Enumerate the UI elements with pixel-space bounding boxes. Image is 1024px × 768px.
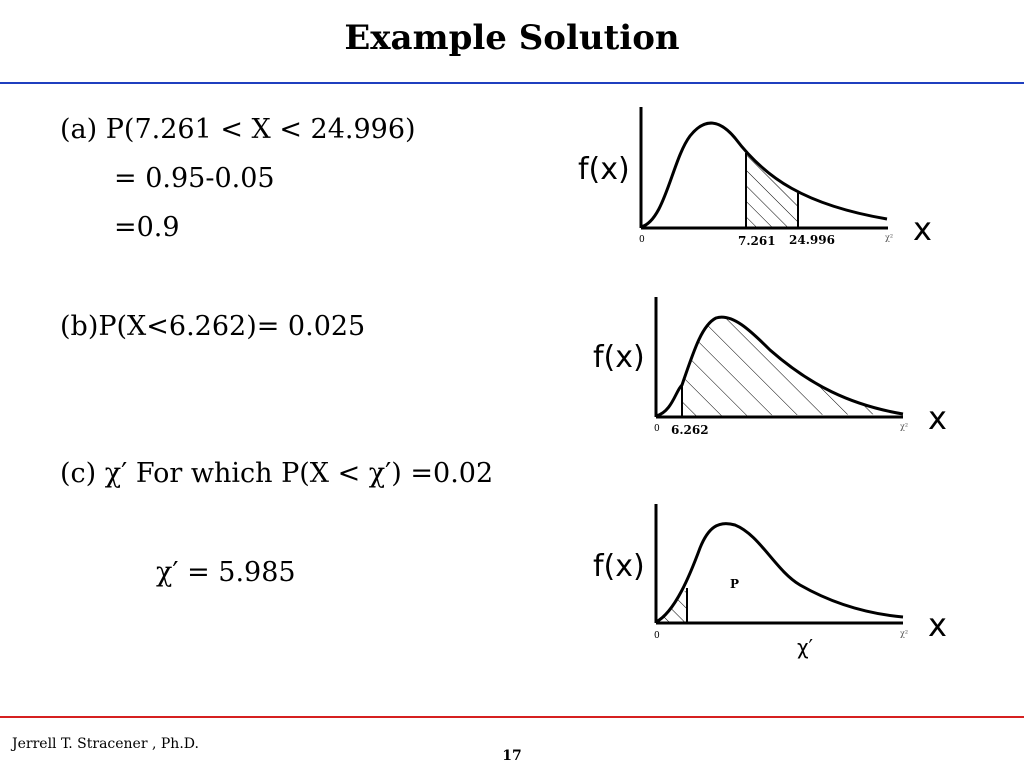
part-a-line-1: (a) P(7.261 < X < 24.996) [60, 114, 416, 145]
graph-c [593, 504, 947, 659]
graph-c-origin-label: 0 [654, 631, 660, 641]
graph-b-bound-label: 6.262 [671, 423, 709, 437]
graph-a-y-label: f(x) [578, 152, 630, 187]
graph-a-shaded-area [746, 153, 798, 227]
graph-a-axis-symbol: χ² [885, 233, 894, 242]
graph-a [578, 107, 932, 248]
graph-c-axis-symbol: χ² [900, 629, 909, 638]
part-a-line-3: =0.9 [114, 212, 180, 243]
graph-a-bound-label-upper: 24.996 [789, 233, 835, 247]
graph-a-origin-label: 0 [639, 235, 645, 245]
footer-divider [0, 716, 1024, 718]
part-c-line-1: (c) χ′ For which P(X < χ′) =0.02 [60, 458, 494, 489]
graph-b-origin-label: 0 [654, 424, 660, 434]
part-c-line-2: χ′ = 5.985 [156, 557, 296, 588]
graph-a-bound-label-lower: 7.261 [738, 234, 776, 248]
graph-c-density-curve [656, 524, 903, 622]
graph-b [593, 297, 947, 437]
page-number: 17 [502, 748, 522, 764]
graph-b-x-label: x [928, 399, 947, 437]
graph-c-y-label: f(x) [593, 549, 645, 584]
part-b-line-1: (b)P(X<6.262)= 0.025 [60, 311, 366, 342]
footer-author: Jerrell T. Stracener , Ph.D. [12, 736, 199, 752]
graph-a-x-label: x [913, 210, 932, 248]
graph-b-axis-symbol: χ² [900, 422, 909, 431]
part-a-line-2: = 0.95-0.05 [114, 163, 275, 194]
graph-c-bound-label: χ′ [797, 635, 814, 659]
slide-title: Example Solution [344, 18, 680, 58]
graph-c-x-label: x [928, 606, 947, 644]
graph-c-area-label: P [730, 577, 740, 591]
graph-b-y-label: f(x) [593, 340, 645, 375]
